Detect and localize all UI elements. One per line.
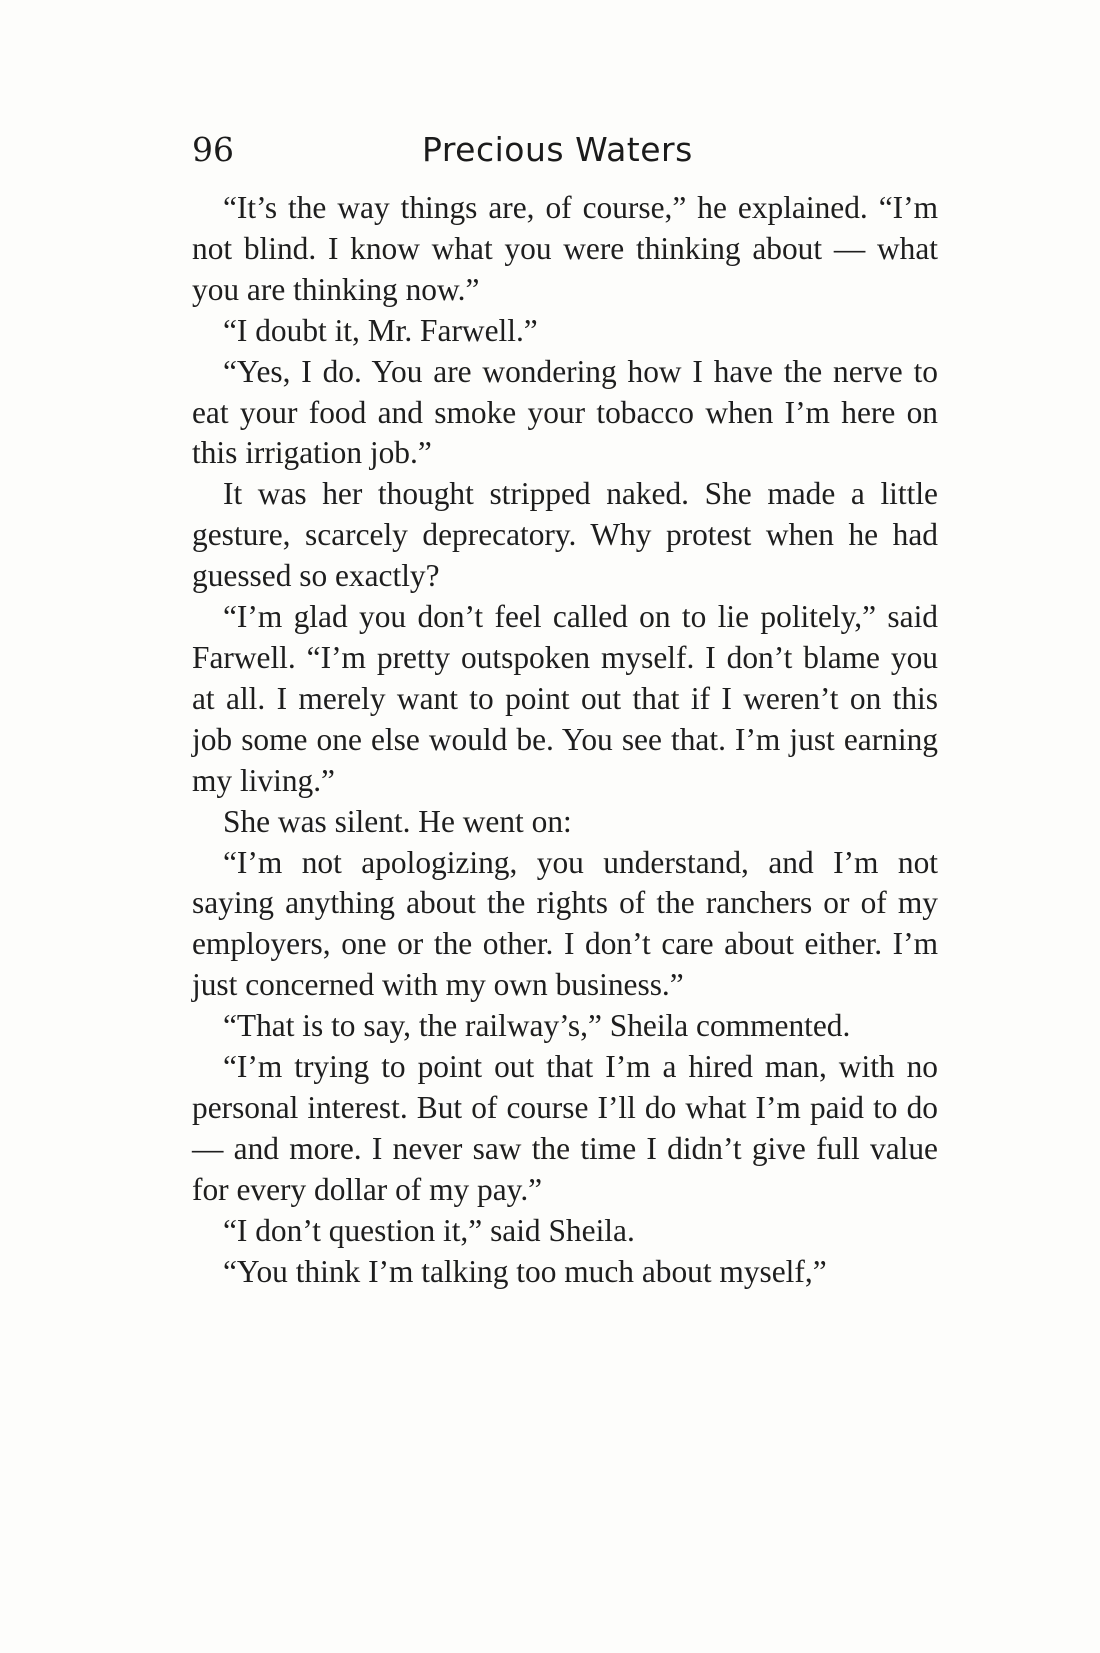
- paragraph: “That is to say, the railway’s,” Sheila commented.: [223, 1008, 851, 1044]
- paragraph: “I’m glad you don’t feel called on to lie politely,” said Farwell. “I’m pretty outspoken myself. I don’t blame you at all. I merely want to point out that if I weren’t on this job some one else would be. You see that. I’m just earning my living.”: [192, 599, 938, 798]
- paragraph: “I’m not apologizing, you understand, and I’m not saying anything about the rights of the ranchers or of my employers, one or the other. I don’t care about either. I’m just concerned with my own business.”: [192, 844, 938, 1003]
- paragraph: “I doubt it, Mr. Farwell.”: [223, 312, 538, 348]
- paragraph: “You think I’m talking too much about myself,”: [223, 1253, 827, 1289]
- page-number: 96: [192, 130, 234, 169]
- paragraph: “I’m trying to point out that I’m a hired man, with no personal interest. But of course I’ll do what I’m paid to do — and more. I never saw the time I didn’t give full value for every dollar of my pay.”: [192, 1049, 938, 1207]
- paragraph: “Yes, I do. You are wondering how I have the nerve to eat your food and smoke your tobacco when I’m here on this irrigation job.”: [192, 353, 938, 471]
- paragraph: She was silent. He went on:: [223, 803, 572, 839]
- page-header: [192, 130, 938, 180]
- body-text: [192, 188, 938, 1292]
- paragraph: It was her thought stripped naked. She made a little gesture, scarcely deprecatory. Why protest when he had guessed so exactly?: [192, 476, 938, 594]
- running-title: Precious Waters: [422, 130, 693, 169]
- paragraph: “It’s the way things are, of course,” he explained. “I’m not blind. I know what you were thinking about — what you are thinking now.”: [192, 190, 938, 307]
- paragraph: “I don’t question it,” said Sheila.: [223, 1212, 635, 1248]
